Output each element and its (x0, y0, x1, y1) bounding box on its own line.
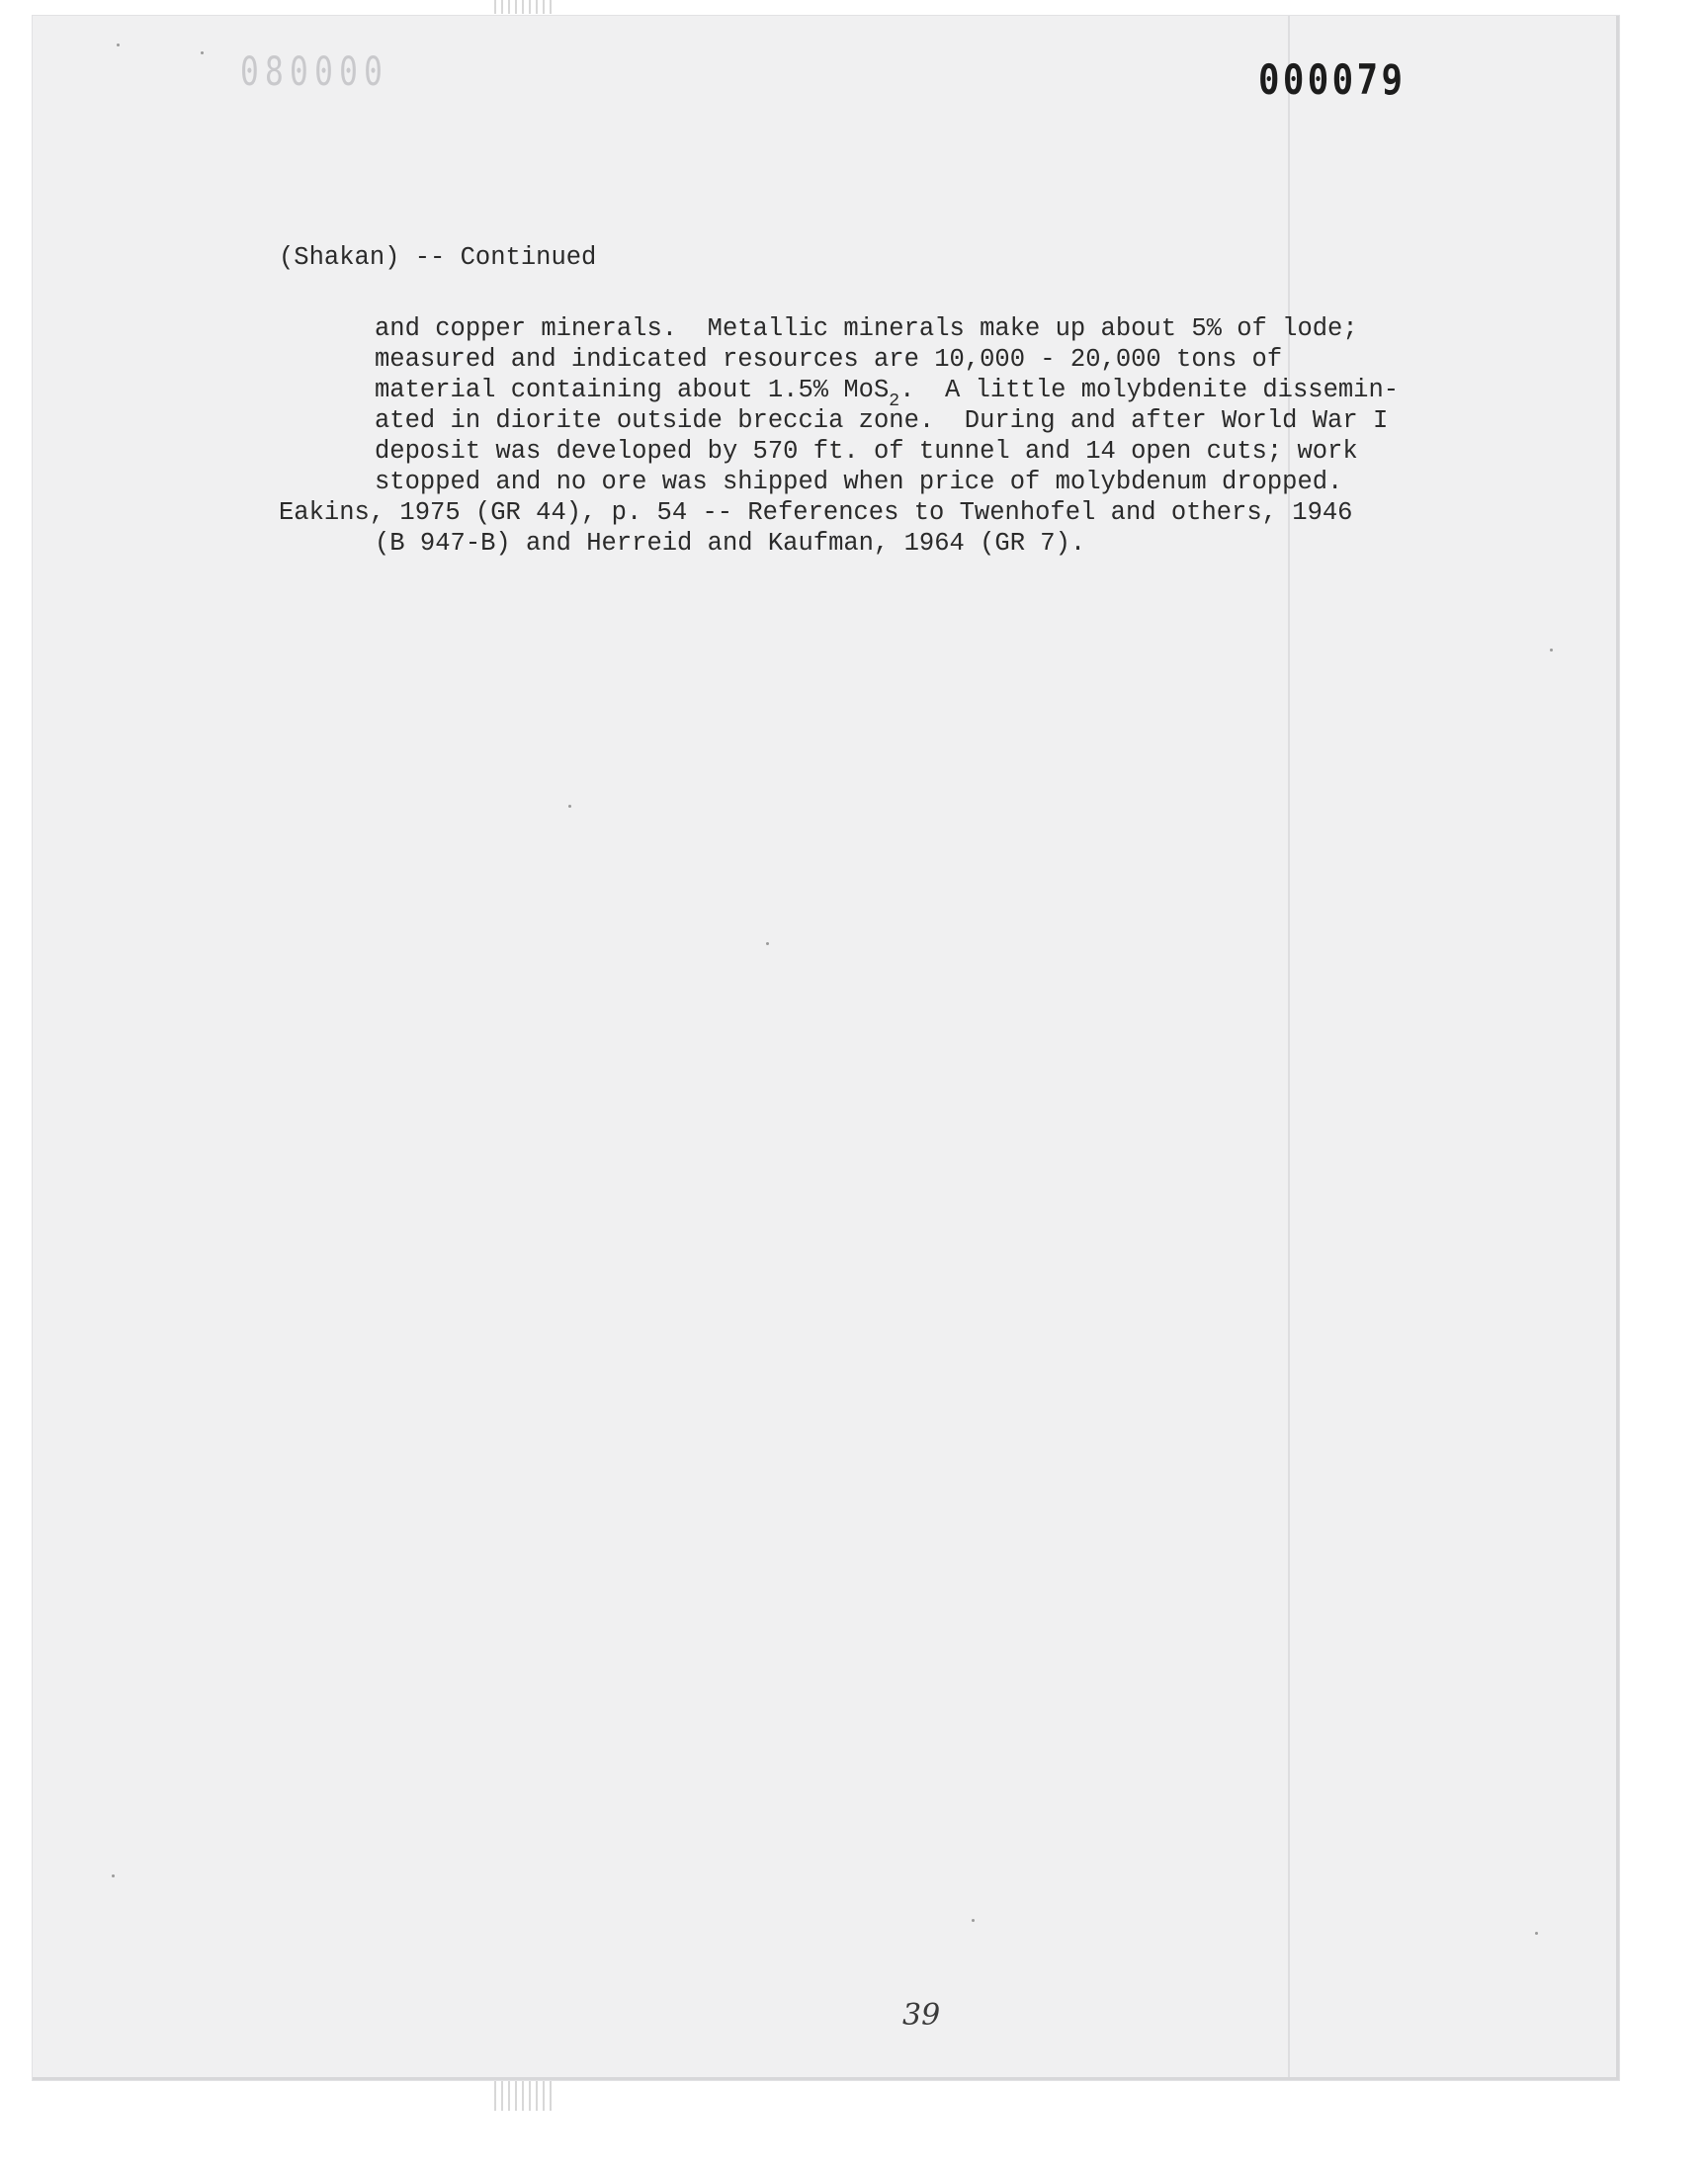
binding-marks-top (494, 0, 554, 14)
reference-line-1: Eakins, 1975 (GR 44), p. 54 -- References to Twenhofel and others, 1946 (279, 498, 1353, 527)
scan-speck (201, 51, 204, 54)
reference-line-2: (B 947-B) and Herreid and Kaufman, 1964 (GR 7). (375, 529, 1086, 558)
document-page (33, 16, 1619, 2080)
section-heading: (Shakan) -- Continued (279, 243, 597, 272)
body-line-2: measured and indicated resources are 10,000 - 20,000 tons of (375, 345, 1283, 374)
binding-marks-bottom (494, 2081, 554, 2111)
scan-margin (0, 2111, 1708, 2175)
scan-speck (1535, 1932, 1538, 1935)
scan-speck (766, 942, 769, 945)
body-line-4: ated in diorite outside breccia zone. During and after World War I (375, 406, 1389, 435)
body-line-3-text: material containing about 1.5% MoS (375, 376, 890, 404)
body-line-3-rest: . A little molybdenite dissemin- (899, 376, 1400, 404)
subscript-two: 2 (889, 392, 900, 411)
body-line-6: stopped and no ore was shipped when price of molybdenum dropped. (375, 468, 1343, 496)
stamped-page-number: 000079 (1258, 55, 1407, 104)
faint-stamp-number: 080000 (240, 49, 389, 95)
scan-speck (117, 44, 120, 46)
handwritten-page-number: 39 (902, 1998, 941, 2033)
body-line-3 (375, 376, 1400, 411)
scan-speck (972, 1919, 975, 1922)
body-line-1: and copper minerals. Metallic minerals make up about 5% of lode; (375, 314, 1358, 343)
scan-speck (568, 805, 571, 808)
body-line-5: deposit was developed by 570 ft. of tunnel and 14 open cuts; work (375, 437, 1358, 466)
scan-speck (1550, 649, 1553, 652)
scan-speck (112, 1874, 115, 1877)
